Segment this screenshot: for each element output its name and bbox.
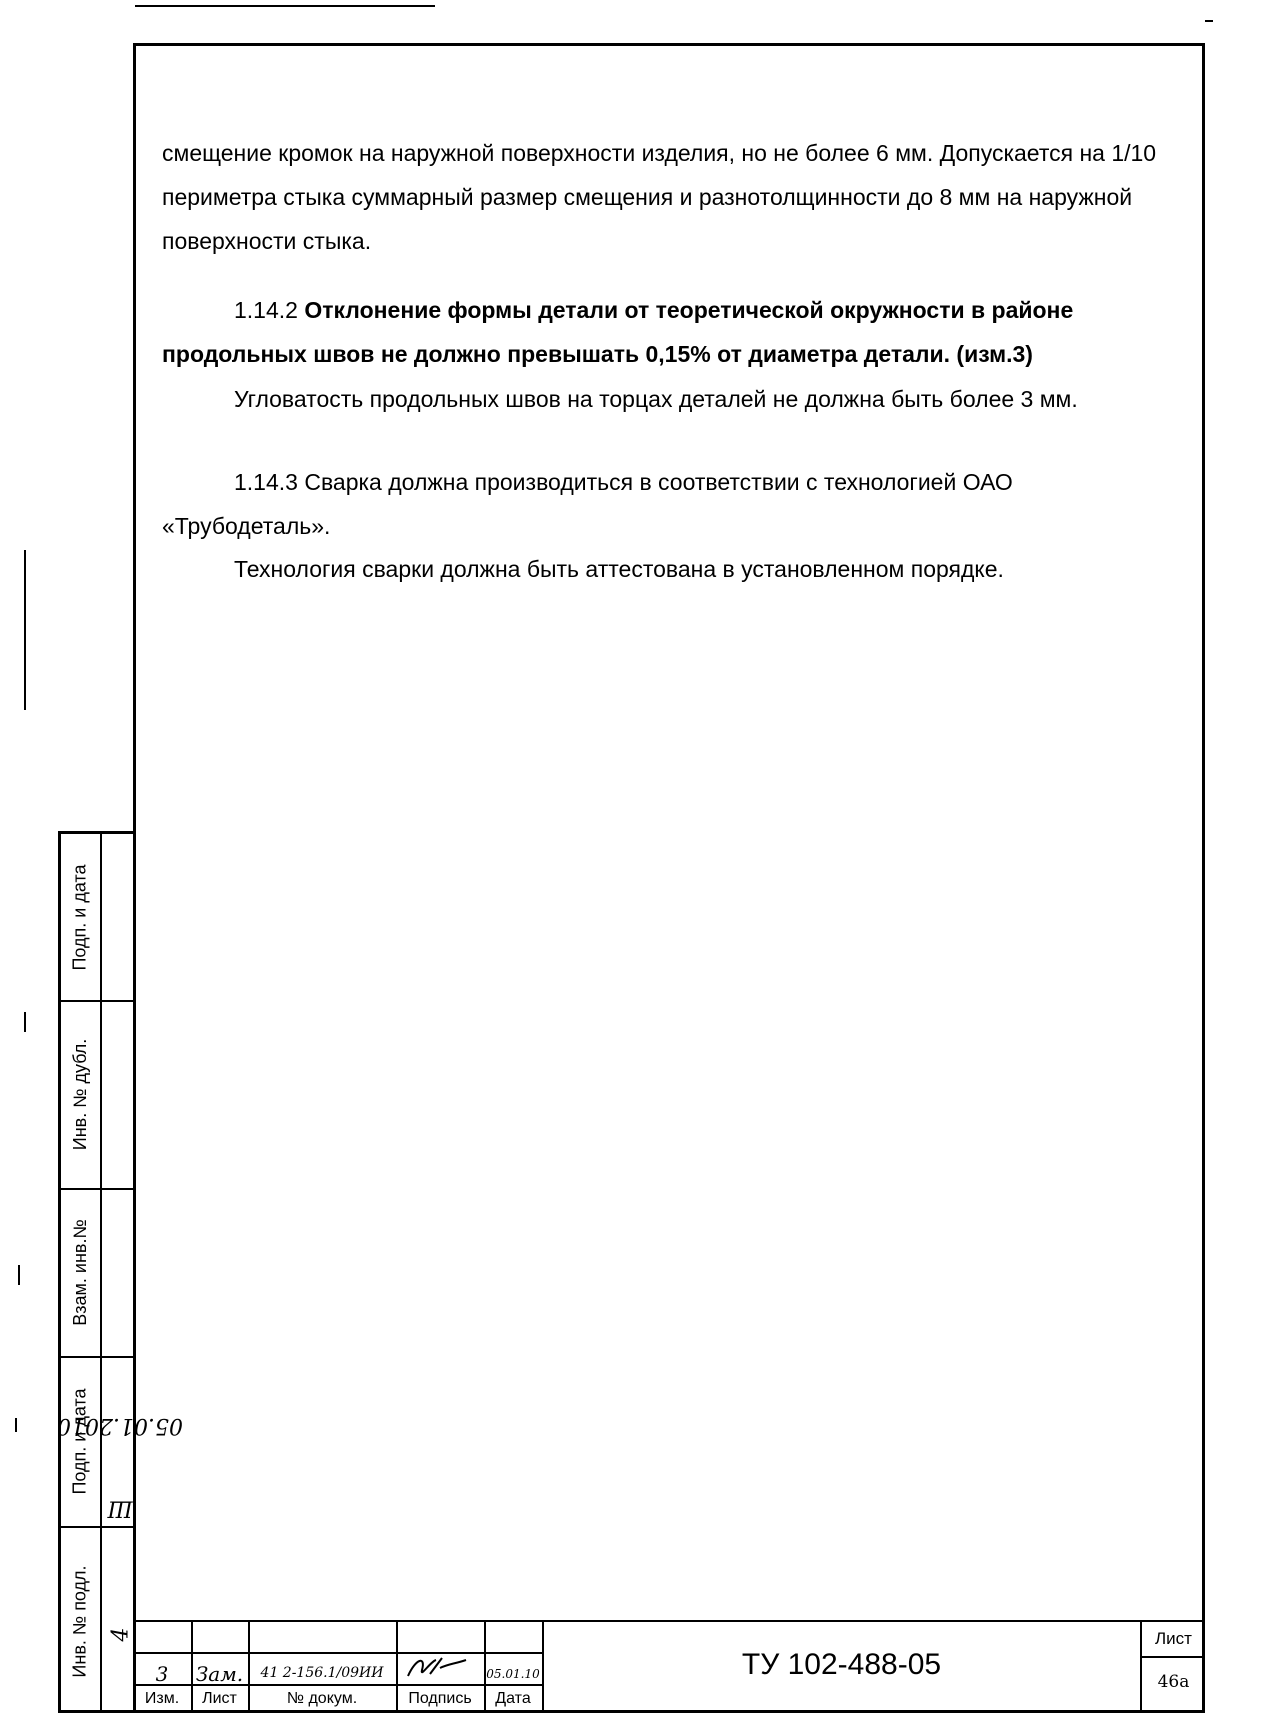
scan-artifact-line — [135, 5, 435, 7]
paragraph-1-14-3: 1.14.3 Сварка должна производиться в соответствии с технологией ОАО «Трубодеталь». — [162, 469, 1013, 539]
change-date: 05.01.10 — [486, 1667, 540, 1681]
sheet-number: 46а — [1157, 1672, 1190, 1692]
paragraph-1-14-2 — [162, 288, 1187, 376]
header-date: Дата — [495, 1690, 531, 1707]
scan-artifact-line — [24, 550, 26, 710]
handwritten-inv-number: 4 — [108, 1627, 133, 1641]
title-block — [133, 1620, 1205, 1713]
side-label-dup-inv: Инв. № дубл. — [70, 1038, 90, 1150]
change-doc-number: 41 2-156.1/09ИИ — [260, 1665, 384, 1681]
side-label-sign-date-2: Подп. и дата — [70, 1387, 90, 1495]
side-label-orig-inv: Инв. № подл. — [70, 1564, 90, 1678]
change-signature — [396, 1652, 484, 1684]
sheet-label: Лист — [1155, 1629, 1192, 1648]
paragraph-welding-technology: Технология сварки должна быть аттестована в установленном порядке. — [234, 556, 1004, 582]
scan-artifact-line — [24, 1012, 26, 1032]
document-code: ТУ 102-488-05 — [741, 1648, 942, 1681]
scan-artifact-line — [18, 1265, 20, 1285]
scan-artifact-line — [15, 1418, 17, 1432]
header-sheet: Лист — [202, 1690, 237, 1707]
change-sheet: Зам. — [195, 1662, 244, 1686]
title-block-top-line — [133, 1620, 543, 1622]
side-stamp-divider — [100, 834, 102, 1710]
clause-text-bold: Отклонение формы детали от теоретической окружности в районе продольных швов не должно превышать 0,15% от диаметра детали. (изм.3) — [162, 297, 1074, 367]
title-block-row-line — [1140, 1656, 1205, 1658]
side-label-replace-inv: Взам. инв.№ — [70, 1218, 91, 1326]
scan-artifact-line — [1205, 20, 1213, 22]
handwritten-date: Ш 05.01.2010 — [57, 1412, 184, 1520]
paragraph-offset-tolerance: смещение кромок на наружной поверхности изделия, но не более 6 мм. Допускается на 1/10 периметра стыка суммарный размер смещения и разнотолщинности до 8 мм на наружной поверхности стыка. — [162, 140, 1157, 254]
clause-number: 1.14.2 — [234, 297, 305, 323]
header-change: Изм. — [144, 1690, 180, 1707]
header-signature: Подпись — [408, 1690, 472, 1707]
title-block-top-line — [543, 1620, 1205, 1622]
header-doc-number: № докум. — [286, 1690, 358, 1707]
change-number: 3 — [155, 1662, 169, 1686]
paragraph-angularity: Угловатость продольных швов на торцах деталей не должна быть более 3 мм. — [234, 386, 1078, 412]
side-label-sign-date: Подп. и дата — [70, 863, 90, 971]
